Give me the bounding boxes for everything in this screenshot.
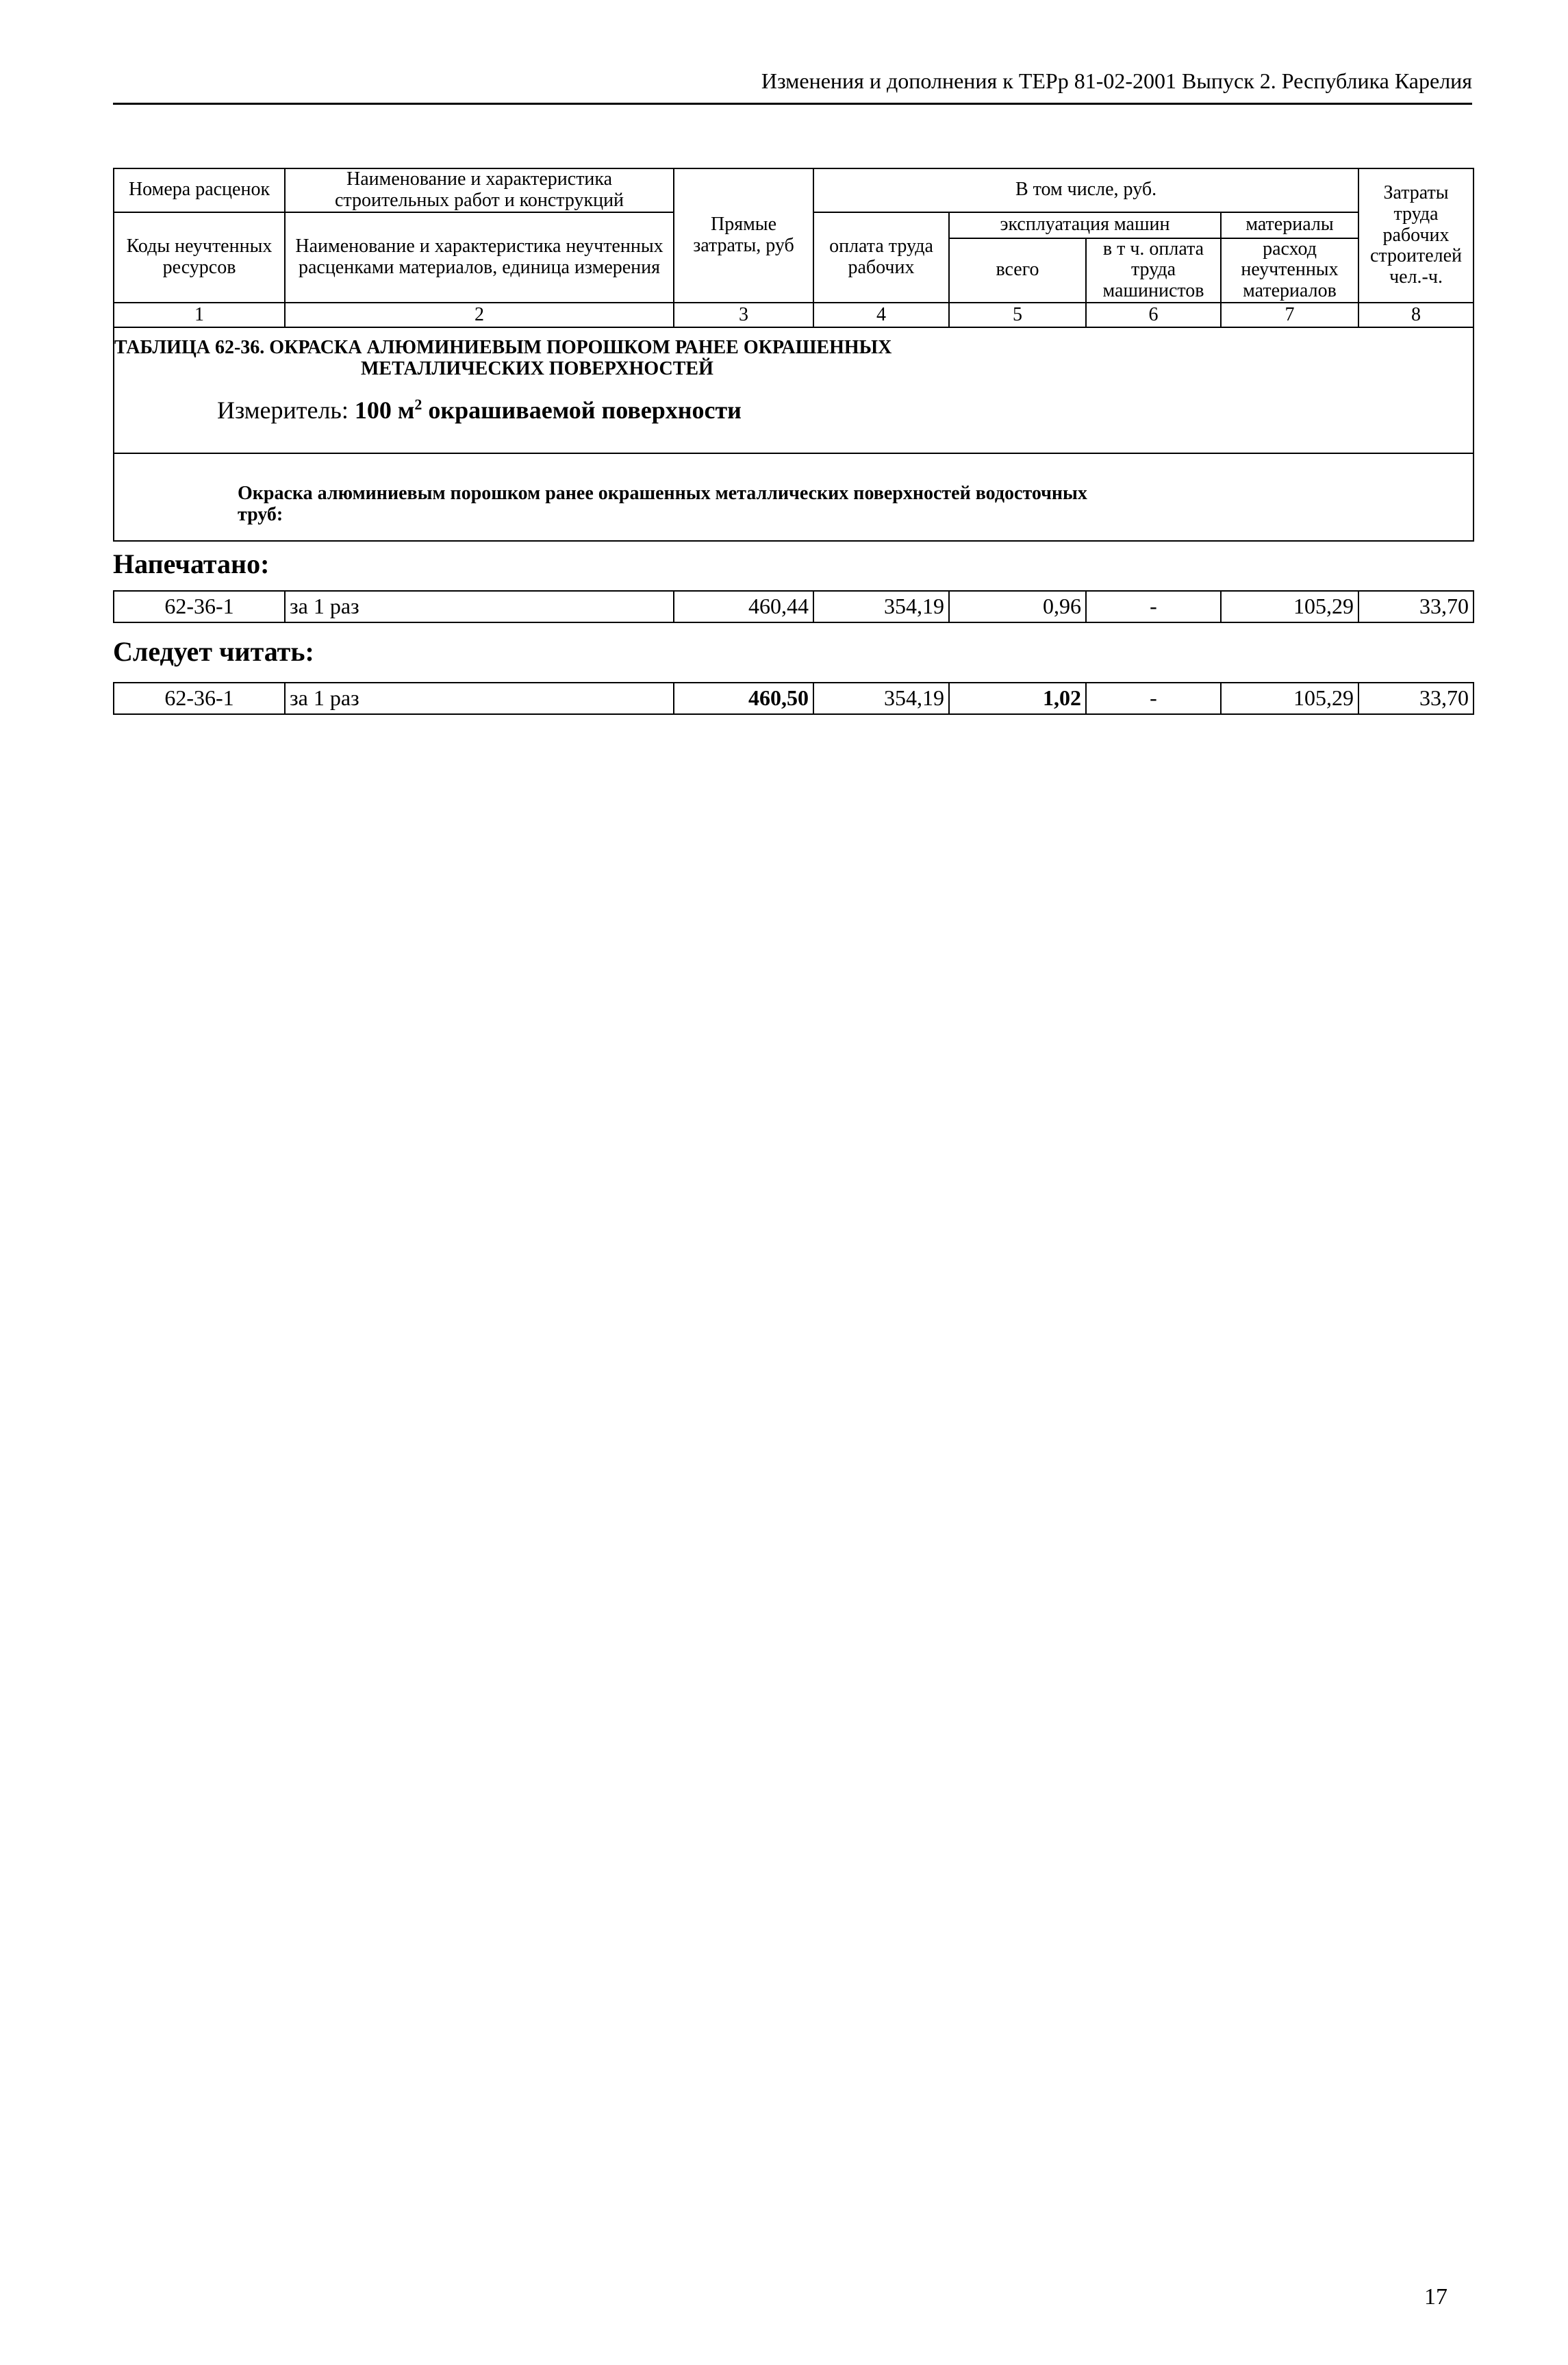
row-machines: 0,96 [949, 591, 1086, 622]
col-number: 1 [114, 303, 285, 327]
header-col6: в т ч. оплата труда машинистов [1086, 238, 1221, 303]
header-col4: оплата труда рабочих [813, 212, 949, 303]
col-number: 5 [949, 303, 1086, 327]
subsection-cell [114, 453, 1474, 541]
row-materials: 105,29 [1221, 591, 1358, 622]
table-row [114, 683, 1474, 714]
meter-value: 100 м [354, 396, 415, 424]
table-title-line1: ТАБЛИЦА 62-36. ОКРАСКА АЛЮМИНИЕВЫМ ПОРОШКОМ РАНЕЕ ОКРАШЕННЫХ [114, 336, 892, 358]
row-labor: 354,19 [813, 683, 949, 714]
table-row [114, 591, 1474, 622]
meter-rest: окрашиваемой поверхности [428, 396, 742, 424]
col-number: 3 [674, 303, 813, 327]
row-name: за 1 раз [285, 683, 674, 714]
meter-sup: 2 [414, 395, 422, 413]
table-title-line2: МЕТАЛЛИЧЕСКИХ ПОВЕРХНОСТЕЙ [361, 357, 713, 379]
header-rule [113, 103, 1472, 105]
row-operators: - [1086, 683, 1221, 714]
table-title-cell [114, 327, 1474, 453]
corrected-label: Следует читать: [113, 636, 314, 667]
row-machines: 1,02 [949, 683, 1086, 714]
header-col7: расход неучтенных материалов [1221, 238, 1358, 303]
col-number: 4 [813, 303, 949, 327]
header-col3: Прямые затраты, руб [674, 168, 813, 303]
col-number: 6 [1086, 303, 1221, 327]
row-hours: 33,70 [1358, 683, 1474, 714]
col-number: 8 [1358, 303, 1474, 327]
row-direct: 460,50 [674, 683, 813, 714]
main-table [113, 168, 1474, 542]
row-direct: 460,44 [674, 591, 813, 622]
col-number: 7 [1221, 303, 1358, 327]
header-col5: всего [949, 238, 1086, 303]
corrected-table [113, 682, 1474, 715]
subsection-line1: Окраска алюминиевым порошком ранее окрашенных металлических поверхностей водосточных [238, 483, 1087, 505]
header-col2-top: Наименование и характеристика строительных работ и конструкций [285, 168, 674, 212]
row-labor: 354,19 [813, 591, 949, 622]
row-hours: 33,70 [1358, 591, 1474, 622]
row-code: 62-36-1 [114, 591, 285, 622]
meter-label: Измеритель: [217, 396, 349, 424]
row-operators: - [1086, 591, 1221, 622]
subsection-line2: труб: [238, 503, 283, 525]
header-col1-top: Номера расценок [114, 168, 285, 212]
meter-line [114, 396, 1466, 429]
row-materials: 105,29 [1221, 683, 1358, 714]
row-name: за 1 раз [285, 591, 674, 622]
col-number: 2 [285, 303, 674, 327]
header-col2-bottom: Наименование и характеристика неучтенных расценками материалов, единица измерения [285, 212, 674, 303]
page-number: 17 [1424, 2284, 1447, 2310]
row-code: 62-36-1 [114, 683, 285, 714]
header-incl-group: В том числе, руб. [813, 168, 1358, 212]
printed-table [113, 590, 1474, 623]
table-title [114, 338, 1466, 380]
running-header: Изменения и дополнения к ТЕРр 81-02-2001 Выпуск 2. Республика Карелия [761, 68, 1472, 93]
header-col8: Затраты труда рабочих строителей чел.-ч. [1358, 168, 1474, 303]
header-col1-bottom: Коды неучтенных ресурсов [114, 212, 285, 303]
printed-label: Напечатано: [113, 548, 270, 579]
header-materials-group: материалы [1221, 212, 1358, 238]
header-machines-group: эксплуатация машин [949, 212, 1221, 238]
